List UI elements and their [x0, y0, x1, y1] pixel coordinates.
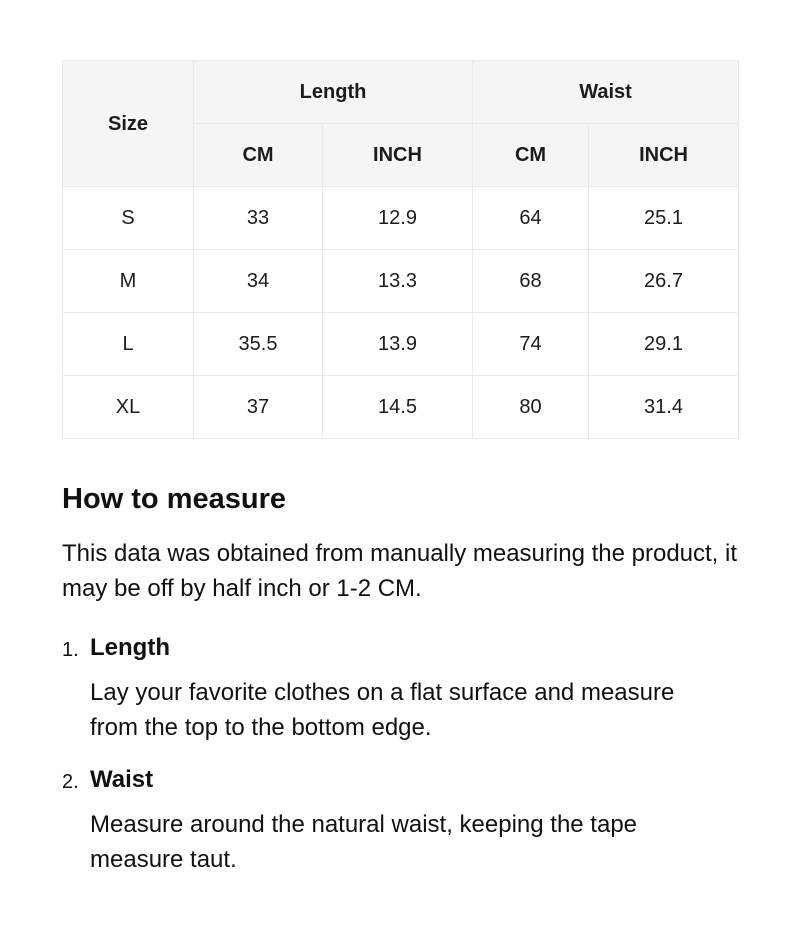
table-row-l — [63, 313, 739, 376]
size-chart-table — [62, 60, 739, 439]
size-cell: S — [63, 187, 194, 250]
length-inch-cell: 13.3 — [323, 250, 473, 313]
length-inch-cell: 12.9 — [323, 187, 473, 250]
size-cell: M — [63, 250, 194, 313]
size-column-header: Size — [63, 61, 194, 187]
list-item-length — [62, 633, 738, 745]
length-cm-header: CM — [194, 124, 323, 187]
waist-cm-cell: 80 — [473, 376, 589, 439]
table-row-m — [63, 250, 739, 313]
list-item-waist — [62, 765, 738, 877]
waist-inch-cell: 25.1 — [589, 187, 739, 250]
step-description-length: Lay your favorite clothes on a flat surface and measure from the top to the bottom edge. — [90, 679, 675, 741]
waist-group-header: Waist — [473, 61, 739, 124]
table-row-xl — [63, 376, 739, 439]
step-content — [90, 633, 738, 745]
how-to-measure-heading: How to measure — [62, 483, 286, 515]
step-content — [90, 765, 738, 877]
table-row-s — [63, 187, 739, 250]
step-number: 1. — [62, 639, 79, 661]
step-number: 2. — [62, 771, 79, 793]
length-cm-cell: 33 — [194, 187, 323, 250]
waist-inch-cell: 29.1 — [589, 313, 739, 376]
size-cell: XL — [63, 376, 194, 439]
table-header — [63, 61, 739, 187]
length-inch-header: INCH — [323, 124, 473, 187]
size-cell: L — [63, 313, 194, 376]
table-header-row-groups — [63, 61, 739, 124]
step-description-waist: Measure around the natural waist, keeping the tape measure taut. — [90, 811, 638, 873]
waist-inch-cell: 31.4 — [589, 376, 739, 439]
step-term-length: Length — [90, 634, 170, 661]
table-body — [63, 187, 739, 439]
length-cm-cell: 35.5 — [194, 313, 323, 376]
waist-cm-cell: 68 — [473, 250, 589, 313]
waist-cm-header: CM — [473, 124, 589, 187]
waist-cm-cell: 64 — [473, 187, 589, 250]
length-cm-cell: 34 — [194, 250, 323, 313]
length-inch-cell: 14.5 — [323, 376, 473, 439]
length-cm-cell: 37 — [194, 376, 323, 439]
waist-cm-cell: 74 — [473, 313, 589, 376]
waist-inch-cell: 26.7 — [589, 250, 739, 313]
length-inch-cell: 13.9 — [323, 313, 473, 376]
measure-steps-list — [62, 633, 738, 877]
length-group-header: Length — [194, 61, 473, 124]
measure-disclaimer-text: This data was obtained from manually measuring the product, it may be off by half inch or 1-2 CM. — [62, 540, 738, 602]
step-term-waist: Waist — [90, 766, 154, 793]
waist-inch-header: INCH — [589, 124, 739, 187]
